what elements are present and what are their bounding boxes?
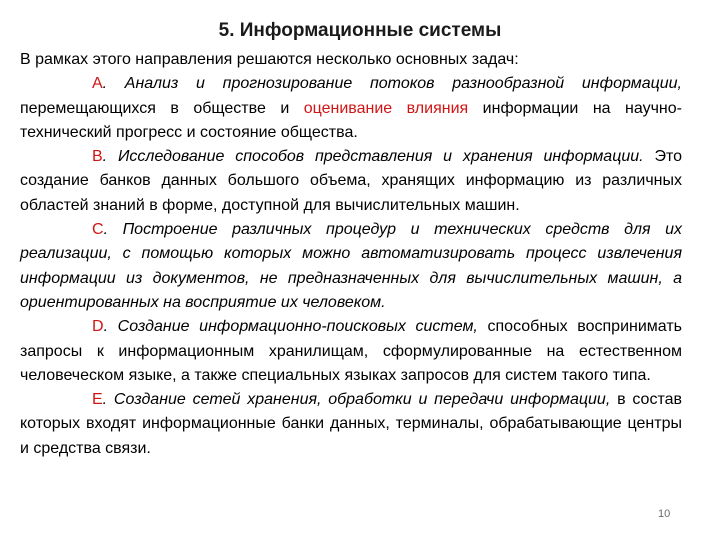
task-e-text: в состав которых входят информационные банки данных, терминалы, обрабатывающие центры и средства связи.: [20, 391, 683, 457]
task-c-marker: C: [92, 221, 104, 239]
task-a-paragraph: [20, 72, 682, 145]
task-a-text-before: перемещающихся в обществе и: [20, 99, 304, 117]
task-b-marker: B: [92, 148, 103, 166]
task-e-italic-text: . Создание сетей хранения, обработки и передачи информации,: [102, 391, 611, 409]
task-a-italic-text: . Анализ и прогнозирование потоков разнообразной информации,: [102, 75, 682, 93]
task-d-marker: D: [92, 318, 104, 336]
task-c-paragraph: [20, 218, 682, 315]
slide-body: [20, 48, 682, 461]
task-a-text-after: информации на научно-технический прогресс и состояние общества.: [20, 99, 682, 141]
task-e-marker: E: [92, 391, 103, 409]
task-b-italic-text: . Исследование способов представления и хранения информации.: [102, 148, 644, 166]
page-number: 10: [658, 508, 671, 520]
task-e-paragraph: [20, 388, 682, 461]
task-a-marker: А: [92, 75, 103, 93]
intro-paragraph: [20, 48, 682, 72]
intro-text: В рамках этого направления решаются несколько основных задач:: [20, 51, 519, 68]
task-d-paragraph: [20, 315, 682, 388]
task-c-italic-text: . Построение различных процедур и технических средств для их реализации, с помощью которых можно автоматизировать процесс извлечения информации из документов, не предназначенных для вычислительных машин, а ориентированных на восприятие их человеком.: [20, 221, 682, 311]
task-d-italic-text: . Создание информационно-поисковых систем,: [103, 318, 478, 336]
task-d-text: способных воспринимать запросы к информационным хранилищам, сформулированные на естественном человеческом языке, а также специальных языках запросов для систем такого типа.: [20, 318, 683, 384]
slide-title: 5. Информационные системы: [218, 20, 502, 41]
task-b-text: Это создание банков данных большого объема, хранящих информацию из различных областей знаний в форме, доступной для вычислительных машин.: [20, 148, 682, 214]
task-b-paragraph: [20, 145, 682, 218]
task-a-highlight: оценивание влияния: [303, 99, 469, 117]
